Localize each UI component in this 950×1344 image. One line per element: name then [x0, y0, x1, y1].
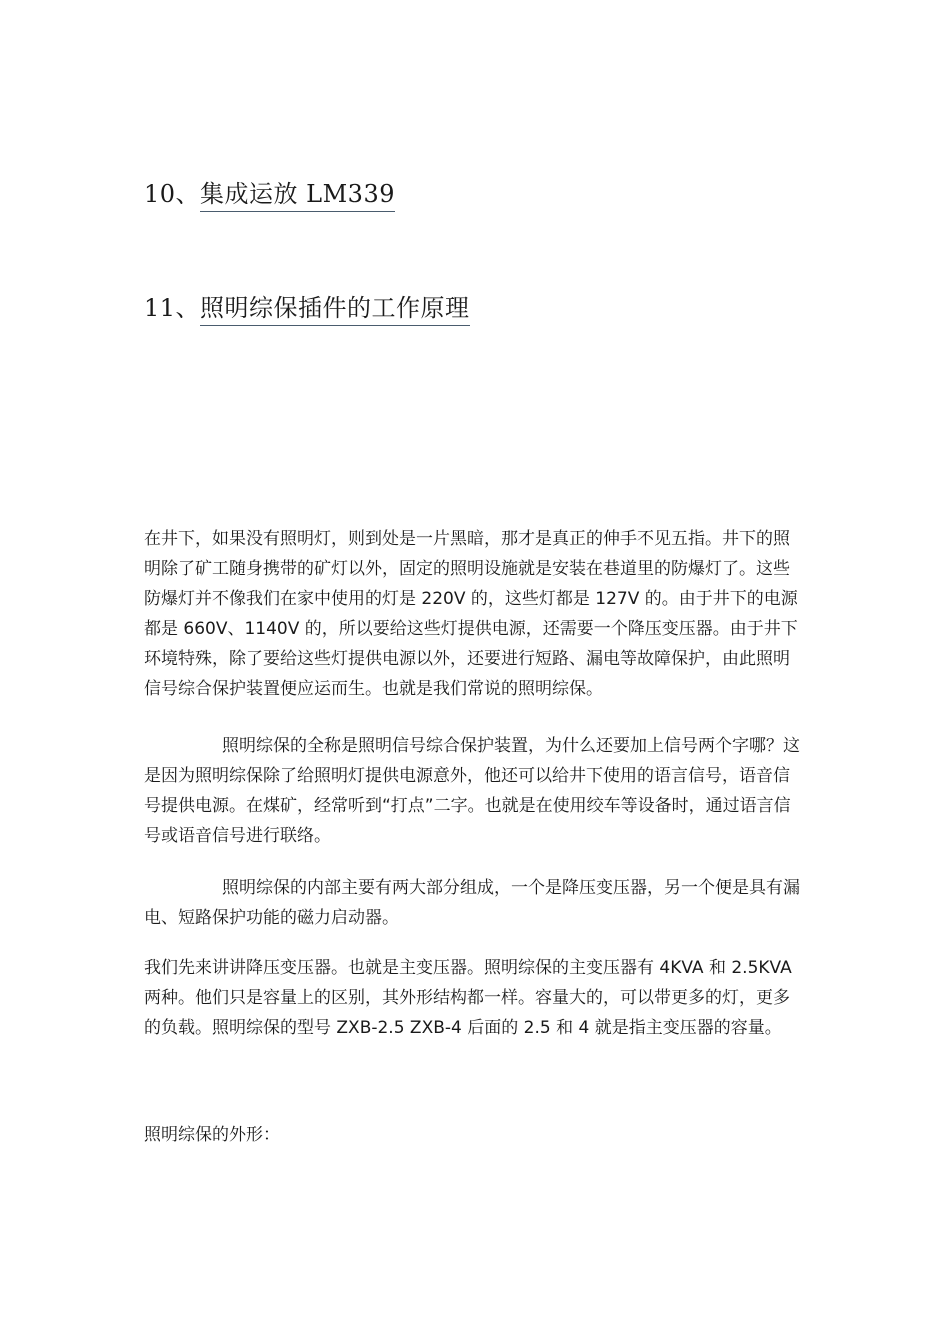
- paragraph-components: [144, 873, 804, 933]
- section-heading-10: [144, 178, 395, 210]
- paragraph-text: 在井下，如果没有照明灯，则到处是一片黑暗，那才是真正的伸手不见五指。井下的照明除了矿工随身携带的矿灯以外，固定的照明设施就是安装在巷道里的防爆灯了。这些防爆灯并不像我们在家中使用的灯是 220V 的，这些灯都是 127V 的。由于井下的电源都是 660V、1140V 的，所以要给这些灯提供电源，还需要一个降压变压器。由于井下环境特殊，除了要给这些灯提供电源以外，还要进行短路、漏电等故障保护，由此照明信号综合保护装置便应运而生。也就是我们常说的照明综保。: [144, 529, 798, 699]
- paragraph-intro: [144, 524, 804, 704]
- paragraph-appearance: [144, 1120, 804, 1150]
- heading-number: 11、: [144, 294, 201, 322]
- section-heading-11: [144, 292, 470, 324]
- paragraph-text: 照明综保的外形：: [144, 1125, 280, 1145]
- heading-number: 10、: [144, 180, 201, 208]
- paragraph-text: 照明综保的内部主要有两大部分组成，一个是降压变压器，另一个便是具有漏电、短路保护功能的磁力启动器。: [144, 878, 800, 928]
- paragraph-text: 照明综保的全称是照明信号综合保护装置，为什么还要加上信号两个字哪？这是因为照明综保除了给照明灯提供电源意外，他还可以给井下使用的语言信号，语音信号提供电源。在煤矿，经常听到“打点”二字。也就是在使用绞车等设备时，通过语言信号或语音信号进行联络。: [144, 736, 800, 846]
- heading-title: 照明综保插件的工作原理: [200, 294, 470, 326]
- heading-title: 集成运放 LM339: [200, 180, 395, 212]
- paragraph-transformer: [144, 953, 804, 1043]
- paragraph-full-name: [144, 731, 804, 851]
- paragraph-text: 我们先来讲讲降压变压器。也就是主变压器。照明综保的主变压器有 4KVA 和 2.5KVA 两种。他们只是容量上的区别，其外形结构都一样。容量大的，可以带更多的灯，更多的负载。照明综保的型号 ZXB-2.5 ZXB-4 后面的 2.5 和 4 就是指主变压器的容量。: [144, 958, 792, 1038]
